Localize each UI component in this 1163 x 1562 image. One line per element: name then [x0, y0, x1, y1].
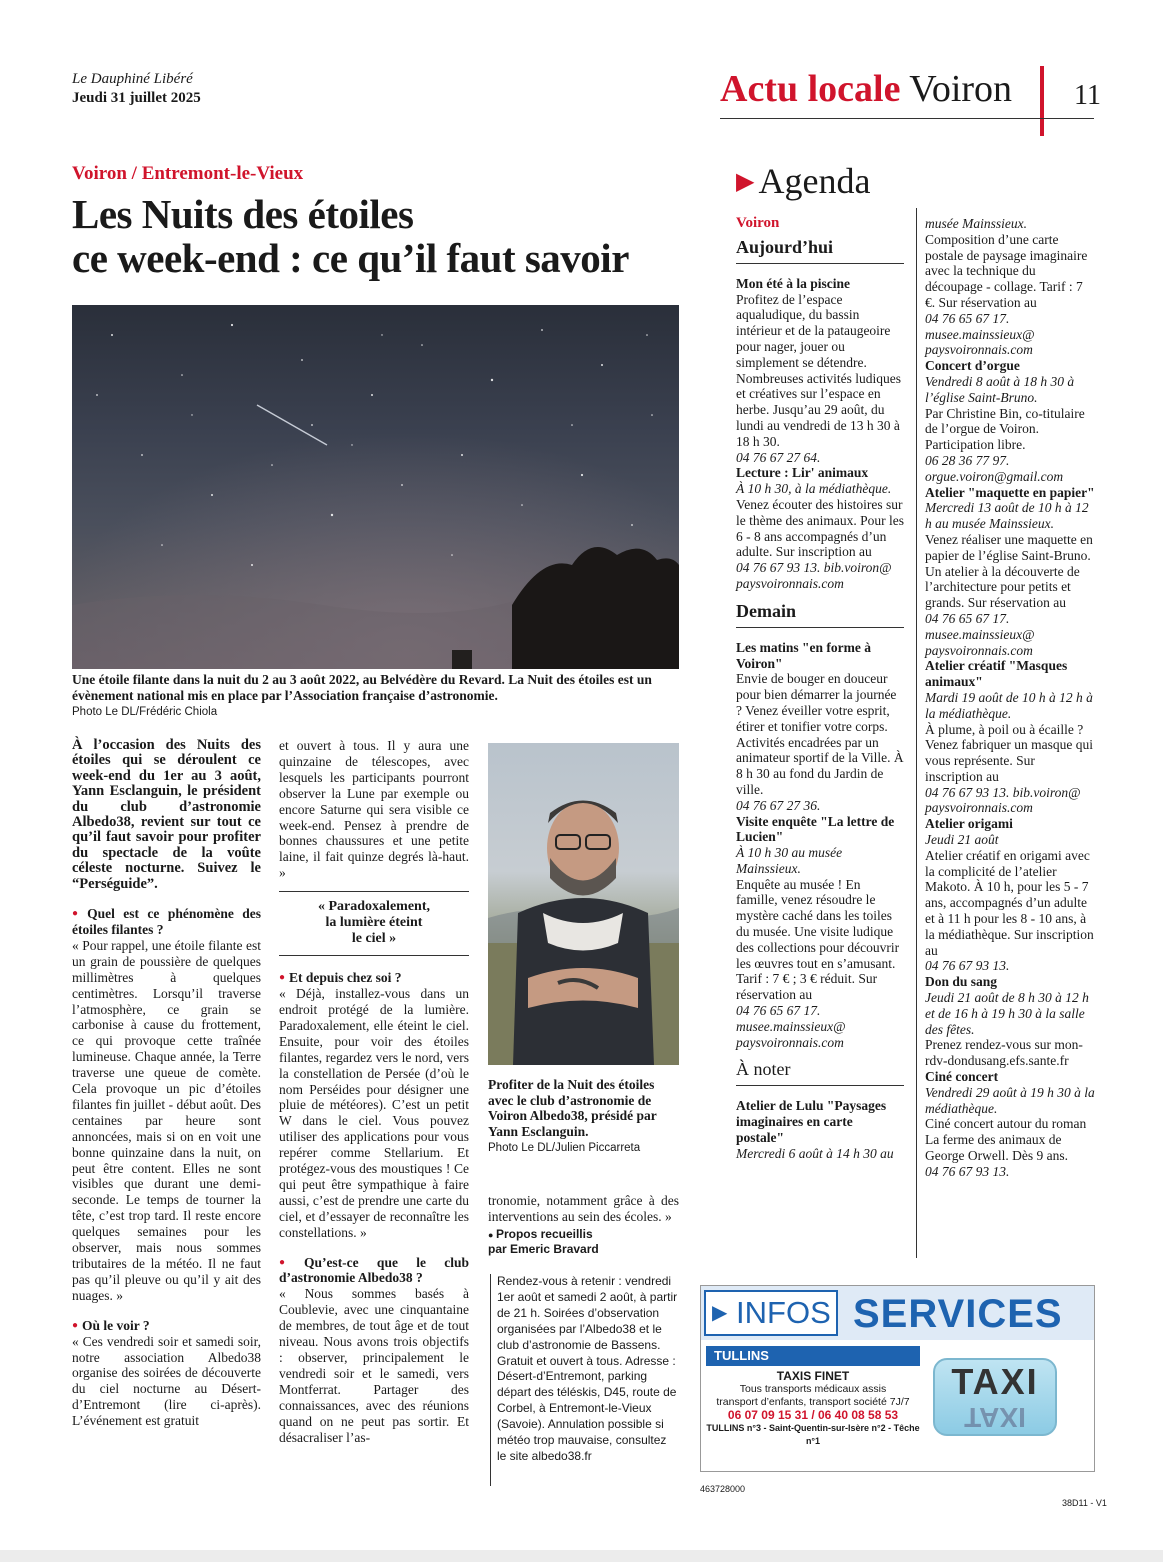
ad-infos-label — [704, 1290, 838, 1336]
publication-name: Le Dauphiné Libéré — [72, 71, 193, 87]
page-code: 38D11 - V1 — [1062, 1498, 1107, 1508]
event-phone: 04 76 67 93 13. — [925, 1163, 1010, 1179]
event-body: À plume, à poil ou à écaille ? Venez fabriquer un masque qui vous représente. Sur inscription au — [925, 721, 1093, 784]
event-body: Profitez de l’espace aqualudique, du bassin intérieur et de la pataugeoire pour nager, jouer ou simplement se détendre. Nombreuses activités ludiques et créatives sur l’espace en herbe. Jusqu’au 29 août, du lundi au vendredi de 13 h 30 à 18 h 30. — [736, 291, 901, 449]
section-title — [720, 66, 1012, 112]
event-title: Visite enquête "La lettre de Lucien" — [736, 813, 895, 845]
section-divider — [1040, 66, 1044, 136]
event-body: Venez réaliser une maquette en papier de l’église Saint-Bruno. Un atelier à la découverte de l’architecture pour petits et grands. Sur réservation au — [925, 531, 1093, 611]
portrait-illustration — [488, 743, 679, 1065]
headline-line-2: ce week-end : ce qu’il faut savoir — [72, 235, 629, 281]
event-contact: 04 76 65 67 17. musee.mainssieux@ paysvoironnais.com — [925, 610, 1035, 658]
portrait-photo — [488, 743, 679, 1065]
headline-line-1: Les Nuits des étoiles — [72, 191, 414, 237]
article-column-2 — [279, 738, 469, 1445]
event-title: Lecture : Lir' animaux — [736, 465, 869, 481]
section-city: Voiron — [909, 68, 1013, 110]
answer-1: « Pour rappel, une étoile filante est un grain de poussière de quelques millimètres à quelques centimètres. Lorsqu’il traverse l’atmosphère, ce grain se carbonise à cause du frottement, ce qui provoque cette traînée lumineuse. Chaque année, la Terre traverse une queue de comète. Cela provoque un pic d’étoiles filantes fin juillet - début août. Des centaines par heure sont annoncées, mais si on en voit une bonne quinzaine dans la nuit, on peut être content. Elles ne sont visibles que durant une demi-seconde. Le temps de tourner la tête, c’est trop tard. Il reste encore quelques semaines pour les observer, mais nous sommes tributaires de la météo. Il ne faut pas qu’il pleuve ou qu’il y ait des nuages. » — [72, 937, 261, 1303]
triangle-icon: ▶ — [712, 1302, 728, 1324]
event-title: Les matins "en forme à Voiron" — [736, 639, 871, 671]
pull-quote-line: la lumière éteint — [325, 915, 423, 931]
agenda-title-text: Agenda — [758, 161, 871, 201]
ad-stations: TULLINS n°3 - Saint-Quentin-sur-Isère n°2 - Têche n°1 — [706, 1423, 920, 1446]
photo-caption: Une étoile filante dans la nuit du 2 au 3 août 2022, au Belvédère du Revard. La Nuit des étoiles est un évènement national mis en place par l’Association française d’astronomie. — [72, 672, 652, 703]
portrait-credit: Photo Le DL/Julien Piccarreta — [488, 1142, 641, 1154]
event-title: Atelier "maquette en papier" — [925, 484, 1095, 500]
ad-infos-text: INFOS — [736, 1295, 831, 1330]
event-contact: 06 28 36 77 97. orgue.voiron@gmail.com — [925, 452, 1064, 484]
ad-phones: 06 07 09 15 31 / 06 40 08 58 53 — [727, 1408, 899, 1422]
photo-credit: Photo Le DL/Frédéric Chiola — [72, 706, 218, 718]
event-body: Venez écouter des histoires sur le thème des animaux. Pour les 6 - 8 ans accompagnés d’un adulte. Sur inscription au — [736, 496, 904, 560]
byline-line-1: Propos recueillis — [495, 1226, 593, 1241]
agenda-tomorrow-heading: Demain — [736, 600, 904, 628]
footer-band — [0, 1550, 1163, 1562]
page-number: 11 — [1074, 80, 1101, 111]
article-headline — [72, 192, 672, 280]
article-column-3 — [488, 1193, 679, 1256]
pull-quote-line: « Paradoxalement, — [318, 899, 430, 915]
event-when: Vendredi 29 août à 19 h 30 à la médiathèque. — [925, 1084, 1095, 1116]
ad-code: 463728000 — [700, 1484, 746, 1494]
event-phone: 04 76 67 93 13. — [925, 958, 1010, 974]
taxi-sign-icon — [933, 1358, 1057, 1436]
portrait-caption-text: Profiter de la Nuit des étoiles avec le club d’astronomie de Voiron Albedo38, présidé par Yann Esclanguin. — [488, 1077, 657, 1139]
night-sky-photo — [72, 305, 679, 669]
article-lead: À l’occasion des Nuits des étoiles qui se déroulent ce week-end du 1er au 3 août, Yann Esclanguin, le président du club d’astronomie Albedo38, revient sur tout ce qu’il faut savoir pour profiter du spectacle de la voûte céleste nocturne. Suivez le “Perséguide”. — [72, 737, 261, 892]
event-body: Par Christine Bin, co-titulaire de l’orgue de Voiron. Participation libre. — [925, 405, 1085, 453]
event-body: Envie de bouger en douceur pour bien démarrer la journée ? Venez éveiller votre esprit, étirer et tonifier votre corps. Activités encadrées par un animateur sportif de la Ville. À 8 h 30 au fond du Jardin de ville. — [736, 671, 904, 797]
portrait-caption — [488, 1077, 679, 1157]
answer-3: « Déjà, installez-vous dans un endroit protégé de la lumière. Paradoxalement, elle éteint le ciel. Ensuite, pour voir des étoiles filantes, regardez vers le nord, vers la constellation de Persée (d’où le nom Perséides pour désigner une pluie de météores). C’est un petit W dans le ciel. Vous pouvez utiliser des applications pour vous repérer comme Stellarium. Et protégez-vous des moustiques ! Ce qui peut être sympathique à faire aussi, c’est de prendre une carte du ciel, et d’essayer de reconnaître les constellations. » — [279, 986, 469, 1240]
event-body: Atelier créatif en origami avec la complicité de l’atelier Makoto. À 10 h, pour les 5 - 7 ans, accompagnés d’un adulte et à 11 h pour les 8 - 10 ans, à la médiathèque. Sur inscription au — [925, 847, 1094, 958]
event-body: Composition d’une carte postale de paysage imaginaire avec la technique du découpage - collage. Tarif : 7 €. Sur réservation au — [925, 231, 1088, 310]
event-when: Jeudi 21 août — [925, 832, 999, 848]
question-3: ● Et depuis chez soi ? — [279, 970, 469, 986]
agenda-title — [736, 160, 870, 202]
ad-services-label: SERVICES — [853, 1292, 1063, 1336]
byline — [488, 1227, 679, 1256]
event-when: Mercredi 13 août de 10 h à 12 h au musée Mainssieux. — [925, 500, 1089, 532]
column-3-text: tronomie, notamment grâce à des interventions au sein des écoles. » — [488, 1193, 679, 1224]
event-when: Jeudi 21 août de 8 h 30 à 12 h et de 16 h à 19 h 30 à la salle des fêtes. — [925, 990, 1089, 1037]
event-when: Vendredi 8 août à 18 h 30 à l’église Saint-Bruno. — [925, 373, 1075, 405]
event-body: Prenez rendez-vous sur mon-rdv-dondusang.efs.sante.fr — [925, 1037, 1083, 1069]
byline-line-2: par Emeric Bravard — [488, 1241, 599, 1256]
triangle-icon: ▶ — [736, 169, 755, 195]
agenda-divider — [916, 208, 917, 1258]
agenda-column-1 — [736, 216, 904, 1162]
question-4: ● Qu’est-ce que le club d’astronomie Albedo38 ? — [279, 1255, 469, 1287]
event-phone: 04 76 67 27 36. — [736, 797, 821, 813]
event-contact: 04 76 67 93 13. bib.voiron@ paysvoironnais.com — [925, 784, 1081, 816]
event-title: Atelier de Lulu "Paysages imaginaires en carte postale" — [736, 1098, 887, 1146]
agenda-note-heading: À noter — [736, 1058, 904, 1086]
agenda-today-heading: Aujourd’hui — [736, 236, 904, 264]
byline-bullet-icon: ● — [488, 1229, 496, 1240]
event-title: Don du sang — [925, 974, 998, 990]
ad-line: Tous transports médicaux assis — [739, 1383, 887, 1395]
answer-4: « Nous sommes basés à Coublevie, avec une cinquantaine de membres, de tout âge et de tout niveau. Nous avons trois objectifs : observer, principalement le vendredi soir et le samedi, vers Montferrat. Partager des connaissances, avec des réunions quand on ne peut pas sortir. Et désacraliser l’as- — [279, 1286, 469, 1445]
night-sky-illustration — [72, 305, 679, 669]
pull-quote-line: le ciel » — [351, 931, 397, 947]
event-body: Ciné concert autour du roman La ferme des animaux de George Orwell. Dès 9 ans. — [925, 1116, 1087, 1164]
ad-banner — [701, 1286, 1094, 1340]
ad-body — [706, 1370, 920, 1448]
publication-date: Jeudi 31 juillet 2025 — [72, 90, 201, 106]
info-box-text: Rendez-vous à retenir : vendredi 1er août et samedi 2 août, à partir de 21 h. Soirées d’observation organisées par l’Albedo38 et le club d’astronomie de Bassens. Gratuit et ouvert à tous. Adresse : Désert-d’Entremont, parking départ des téléskis, D45, route de Corbel, à Entremont-le-Vieux (Savoie). Annulation possible si météo trop mauvaise, consultez le site albedo38.fr — [497, 1274, 678, 1463]
event-when: À 10 h 30, à la médiathèque. — [736, 481, 892, 497]
event-title: Atelier créatif "Masques animaux" — [925, 658, 1068, 690]
event-phone: 04 76 67 27 64. — [736, 449, 821, 465]
ad-city: TULLINS — [706, 1346, 920, 1366]
question-1: ● Quel est ce phénomène des étoiles filantes ? — [72, 906, 261, 938]
event-title: Concert d’orgue — [925, 358, 1020, 374]
event-title: Atelier origami — [925, 816, 1013, 832]
event-contact: 04 76 65 67 17. musee.mainssieux@ paysvoironnais.com — [925, 310, 1035, 358]
answer-2: « Ces vendredi soir et samedi soir, notre association Albedo38 organise des soirées de découverte du ciel nocturne au Désert-d’Entremont (lire ci-après). L’événement est gratuit — [72, 1333, 261, 1429]
event-contact: 04 76 67 93 13. bib.voiron@ paysvoironnais.com — [736, 560, 892, 591]
article-column-1 — [72, 738, 261, 1429]
event-when: À 10 h 30 au musée Mainssieux. — [736, 845, 843, 876]
ad-company-name: TAXIS FINET — [776, 1369, 850, 1383]
ad-line: transport d’enfants, transport société 7J/7 — [716, 1396, 910, 1408]
event-title: Ciné concert — [925, 1069, 999, 1085]
agenda-column-2 — [925, 216, 1095, 1180]
section-main: Actu locale — [720, 68, 901, 110]
pull-quote — [279, 891, 469, 956]
event-when: Mardi 19 août de 10 h à 12 h à la médiathèque. — [925, 689, 1093, 721]
taxi-sign-text: TAXI — [951, 1361, 1039, 1402]
question-2: ● Où le voir ? — [72, 1318, 261, 1334]
event-when: Mercredi 6 août à 14 h 30 au — [736, 1145, 894, 1161]
header-rule — [720, 118, 1094, 119]
event-title: Mon été à la piscine — [736, 275, 850, 291]
info-box — [490, 1274, 679, 1486]
event-contact: 04 76 65 67 17. musee.mainssieux@ paysvoironnais.com — [736, 1003, 846, 1050]
column-2-text: et ouvert à tous. Il y aura une quinzaine de télescopes, avec lesquels les participants pourront observer la Lune par exemple ou encore Saturne qui sera visible ce week-end. Pensez à prendre de bonnes chaussures et une petite laine, il fait quinze degrés là-haut. » — [279, 738, 469, 881]
event-body: Enquête au musée ! En famille, venez résoudre le mystère caché dans les toiles du musée. Une visite ludique des collections pour découvrir les œuvres tout en s’amusant. Tarif : 7 € ; 3 € réduit. Sur réservation au — [736, 876, 900, 1003]
taxi-advertisement — [700, 1285, 1095, 1472]
article-kicker: Voiron / Entremont-le-Vieux — [72, 163, 304, 184]
taxi-sign-reflection: TAXI — [964, 1402, 1026, 1433]
event-when: musée Mainssieux. — [925, 216, 1027, 231]
agenda-city: Voiron — [736, 215, 780, 231]
